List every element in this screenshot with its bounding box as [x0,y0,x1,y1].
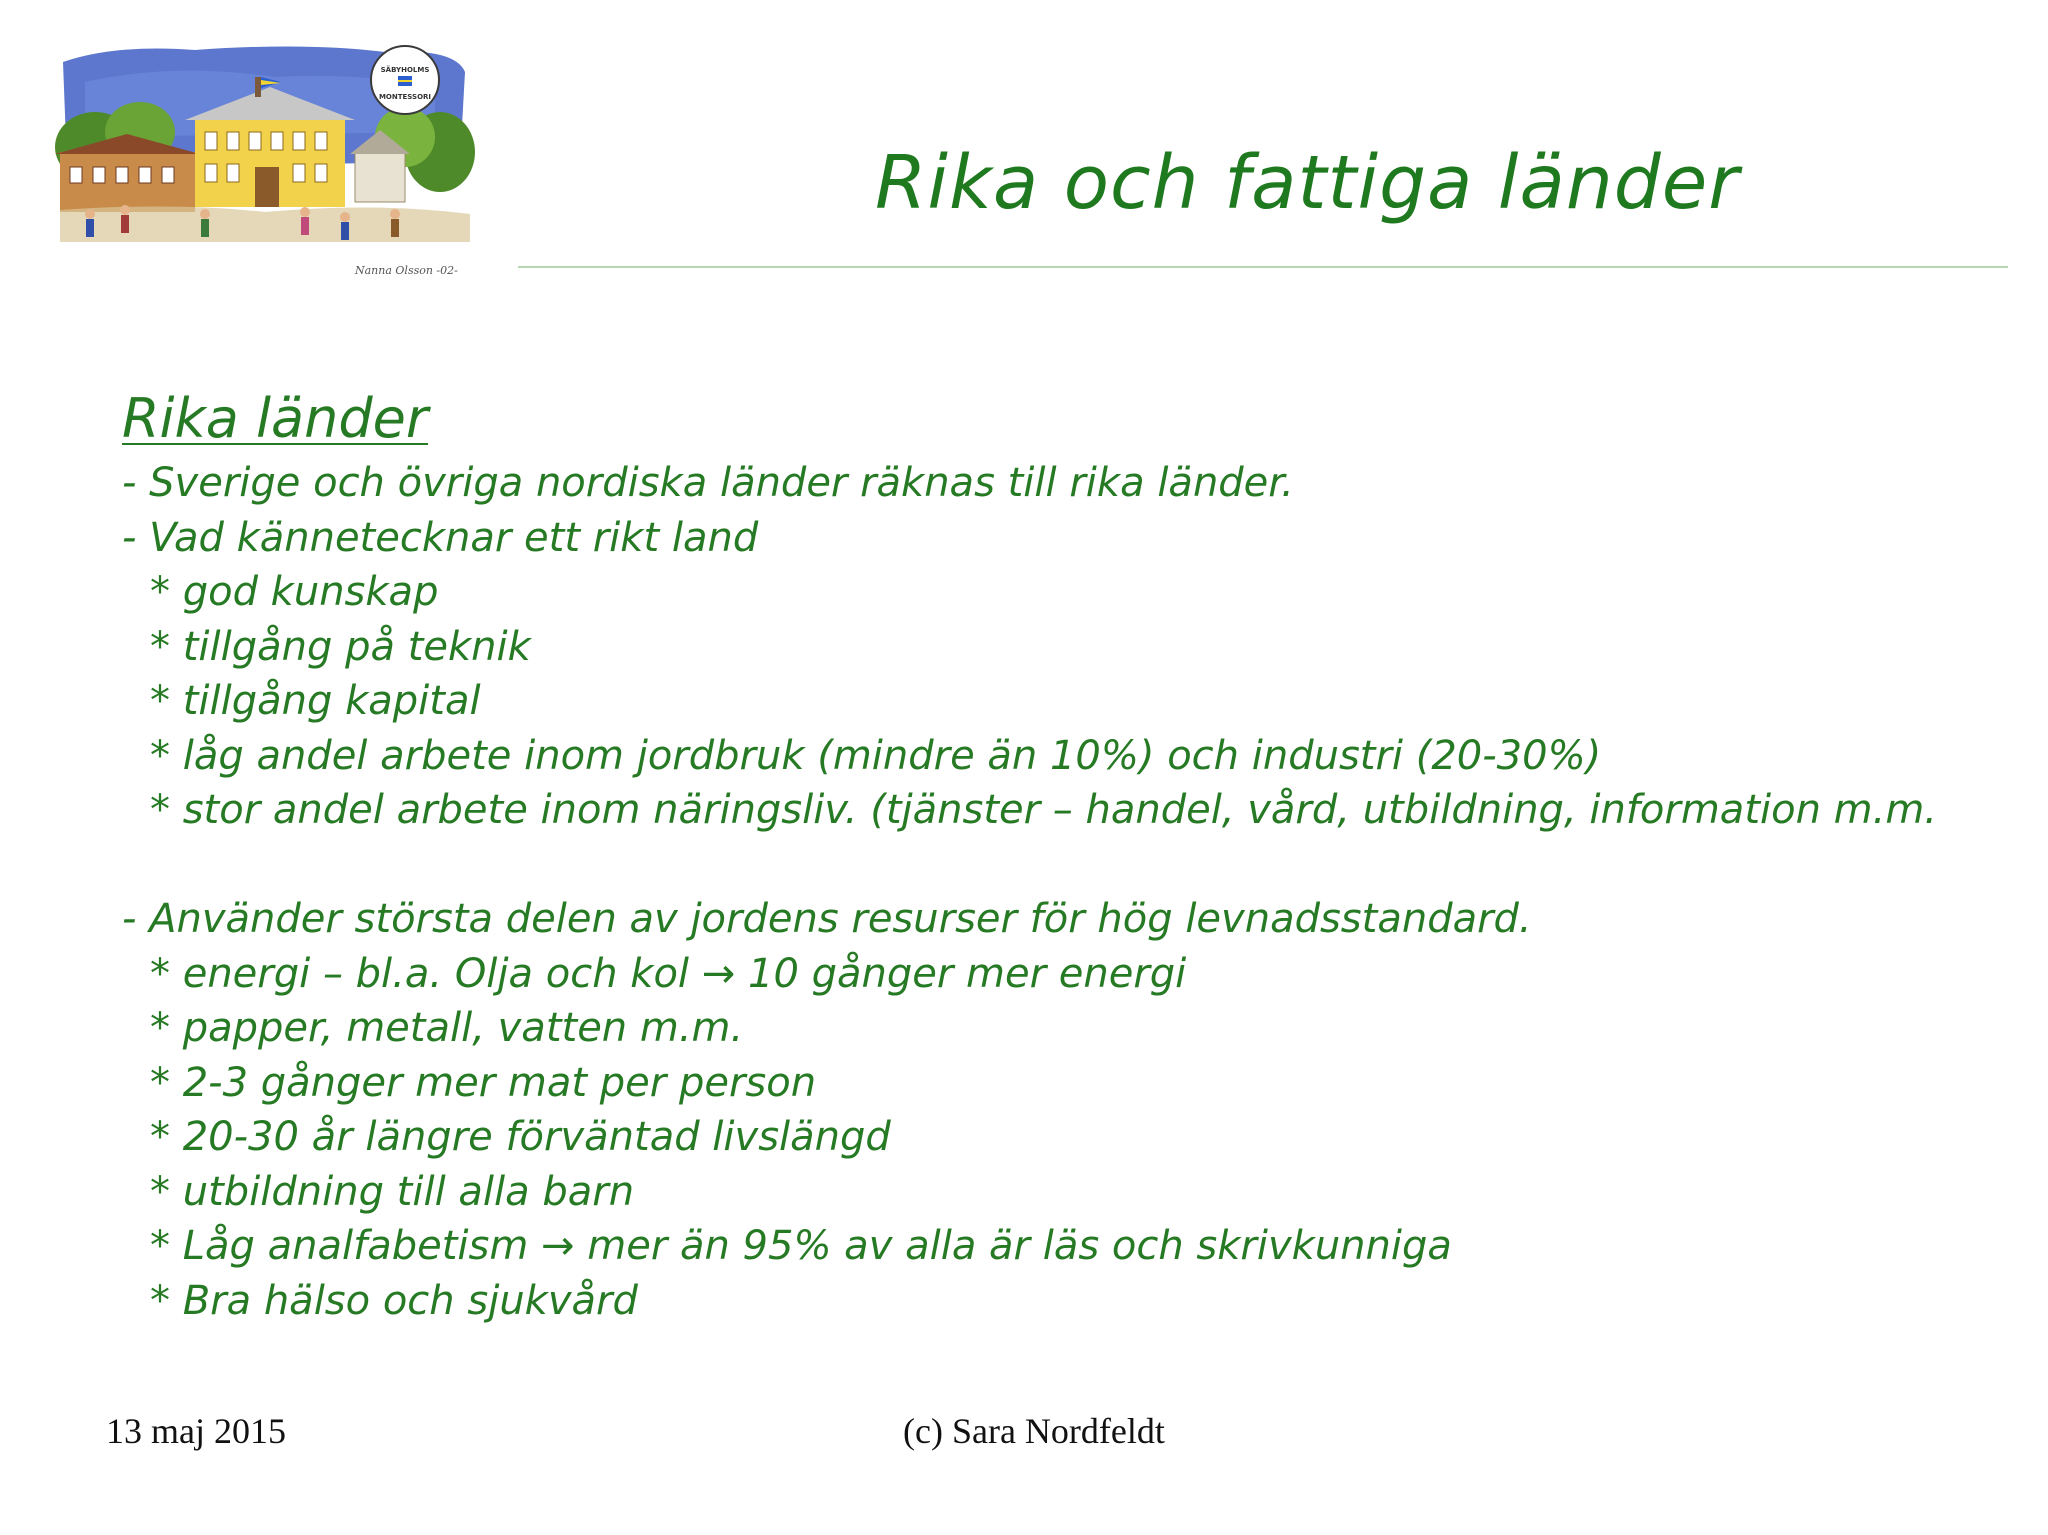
slide-content [122,384,2002,1328]
footer-date: 13 maj 2015 [106,1411,286,1451]
school-logo-illustration [55,42,475,287]
sub-bullet-item: * god kunskap [150,569,439,615]
sub-bullet-item: * stor andel arbete inom näringsliv. (tjänster – handel, vård, utbildning, information m.m. [150,787,1938,833]
sub-bullet-item: * 2-3 gånger mer mat per person [150,1059,817,1106]
bullet-item: - Vad kännetecknar ett rikt land [122,514,759,561]
sub-bullet-item: * tillgång på teknik [150,623,531,670]
blank-line [122,838,2002,893]
bullet-item: - Sverige och övriga nordiska länder räknas till rika länder. [122,460,1294,506]
sub-bullet-item: * energi – bl.a. Olja och kol → 10 gånger mer energi [150,950,1187,997]
sub-bullet-item: * papper, metall, vatten m.m. [150,1005,744,1051]
sub-bullet-item: * låg andel arbete inom jordbruk (mindre än 10%) och industri (20-30%) [150,732,1602,779]
title-divider [518,266,2008,268]
slide-title: Rika och fattiga länder [875,140,1740,226]
sub-bullet-item: * Bra hälso och sjukvård [150,1277,638,1324]
sub-bullet-item: * 20-30 år längre förväntad livslängd [150,1114,891,1160]
bullet-list [122,456,2002,1328]
badge-bottom-text: MONTESSORI [378,93,432,101]
section-heading: Rika länder [122,387,429,450]
badge-top-text: SÄBYHOLMS [380,66,430,74]
sub-bullet-item: * Låg analfabetism → mer än 95% av alla är läs och skrivkunniga [150,1223,1452,1269]
footer-copyright: (c) Sara Nordfeldt [903,1411,1165,1451]
artist-signature: Nanna Olsson -02- [355,264,458,277]
sub-bullet-item: * utbildning till alla barn [150,1168,635,1215]
bullet-item: - Använder största delen av jordens resurser för hög levnadsstandard. [122,896,1532,942]
sub-bullet-item: * tillgång kapital [150,678,481,724]
